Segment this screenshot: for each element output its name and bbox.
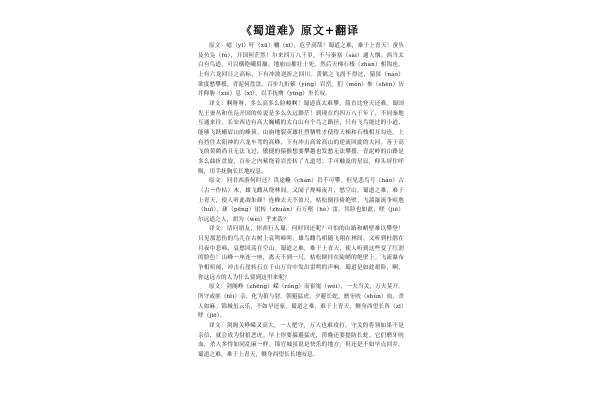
paragraph-translation-2: 译文：请问朋友，你西行入蜀，何时回还呢？可怕的山路和峭壁难以攀登！只见那悲伤的鸟儿在古树上哀鸣啼叫，雄鸟雌鸟相随飞翔在林间。又听到杜鹃在月夜中悲啼，哀愁回荡在空山。蜀道之难，难于上青天，使人听到这些变了红润的脸色！山峰一座连一座，离天不到一尺，枯松倒挂在陡峭的绝壁上。飞流瀑布争相喧闹，冲击石崖转石在千山万谷中发出雷鸣的声响。蜀道是如此艰险，啊，你这远方的人为什么要到这里来呢？: [198, 226, 404, 281]
paragraph-translation-1: 译文：啊呀呀，多么高多么险峻啊！蜀道真太难攀，简直比登天还难。蜀国先王蚕丛和鱼凫开国的传说是多么久远渺茫！到现在约四万八千年了，不同秦地互通来往。长安西边有高大巍峨的太白山有个鸟之路径，只有飞鸟能过的小道，能够飞跃峨眉山的峰顶。山崩地裂英雄壮烈牺牲才使得天梯和石栈相互勾连。上有挡住太阳神的六龙车驾的高峰，下有冲击高耸高山的逆流回旋的大河。善于高飞的黄鹤尚且无法飞过，敏捷的猿猴想要攀越也发愁无法攀援。青泥岭的山路是多么曲折盘旋，百步之内萦绕着岩峦转了九道弯。手可触及的星辰，仰头屏住呼吸，用手抚胸长长地叹息。: [198, 100, 404, 175]
paragraph-original-3: 原文：剑阁峥（zhēng）嵘（róng）而崔嵬（wéi），一夫当关，万夫莫开。所守或匪（fěi）亲，化为狼与豺。朝避猛虎，夕避长蛇，磨牙吮（shǔn）血，杀人如麻。锦城虽云乐，不如早还家。蜀道之难，难于上青天，侧身西望长咨（zī）嗟（jiē）。: [198, 284, 404, 320]
paragraph-original-1: 原文：噫（yī）吁（xū）嚱（xī），危乎高哉！蜀道之难，难于上青天！蚕丛及鱼凫（fú），开国何茫然！尔来四万八千岁，不与秦塞（sài）通人烟。西当太白有鸟道，可以横绝峨眉巅。地崩山摧壮士死，然后天梯石栈（zhàn）相钩连。上有六龙回日之高标，下有冲波逆折之回川。黄鹤之飞尚不得过，猿猱（náo）欲度愁攀援。青泥何盘盘，百步九折萦（yíng）岩峦。扪（mén）参（shēn）历井仰胁（xié）息（xī），以手抚膺（yīng）坐长叹。: [198, 43, 404, 98]
document-body: [198, 42, 404, 361]
paragraph-original-2: 原文：问君西游何时还？畏途巉（chán）岩不可攀。但见悲鸟号（háo）古（古一作枯）木，雄飞雌从绕林间。又闻子规啼夜月，愁空山。蜀道之难，难于上青天，使人听此凋朱颜！连峰去天不盈尺，枯松倒挂倚绝壁。飞湍瀑流争喧豗（huī），砯（pēng）崖转（zhuǎn）石万壑（hè）雷。其险也如此，嗟（jiē）尔远道之人，胡为（wèi）乎来哉？: [198, 178, 404, 223]
paragraph-translation-3: 译文：剑阁关峥嵘又高大，一人把守，万人也难攻打。守关的将领如果不是亲信，就会成为豺狼恶虎。早上你要躲避猛虎，傍晚还要提防长蛇。它们磨牙吮血，杀人多得如同乱麻一样。锦官城虽说是快乐的地方，但还是不如早点回乡。蜀道之难，难于上青天，侧身西望长长地叹息。: [198, 323, 404, 358]
document-title: 《蜀道难》原文+翻译: [240, 24, 360, 37]
